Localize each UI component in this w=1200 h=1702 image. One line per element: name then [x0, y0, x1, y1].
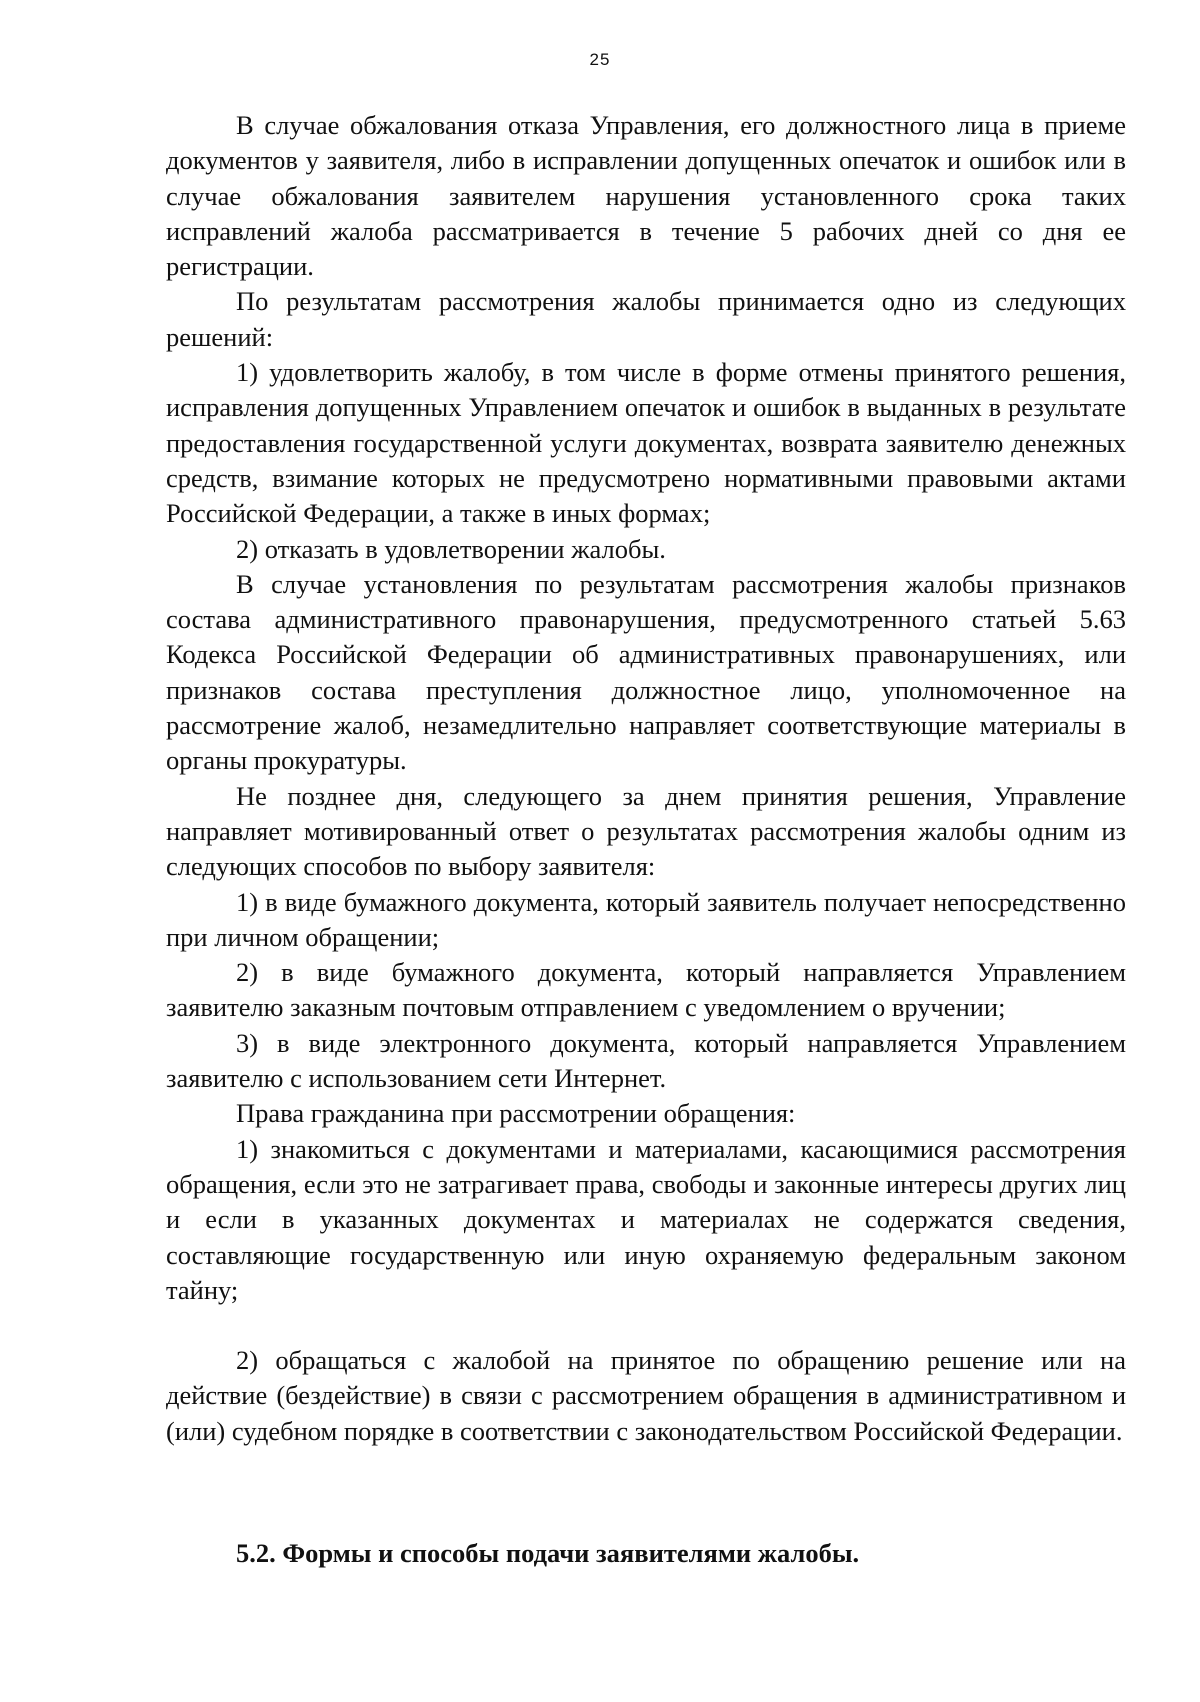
paragraph-right-familiarize: 1) знакомиться с документами и материалами, касающимися рассмотрения обращения, если это не затрагивает права, свободы и законные интересы других лиц и если в указанных документах и материалах не содержатся сведения, составляющие государственную или иную охраняемую федеральным законом тайну;: [166, 1133, 1126, 1305]
paragraph-decision-satisfy: 1) удовлетворить жалобу, в том числе в форме отмены принятого решения, исправления допущенных Управлением опечаток и ошибок в выданных в результате предоставления государственной услуги документах, возврата заявителю денежных средств, взимание которых не предусмотрено нормативными правовыми актами Российской Федерации, а также в иных формах;: [166, 357, 1126, 529]
paragraph-response-methods: Не позднее дня, следующего за днем принятия решения, Управление направляет мотивированный ответ о результатах рассмотрения жалобы одним из следующих способов по выбору заявителя:: [166, 780, 1126, 882]
paragraph-decision-intro: По результатам рассмотрения жалобы принимается одно из следующих решений:: [166, 286, 1126, 352]
paragraph-response-paper-personal: 1) в виде бумажного документа, который заявитель получает непосредственно при личном обращении;: [166, 886, 1126, 952]
paragraph-right-appeal: 2) обращаться с жалобой на принятое по обращению решение или на действие (бездействие) в связи с рассмотрением обращения в административном и (или) судебном порядке в соответствии с законодательством Российской Федерации.: [166, 1345, 1126, 1446]
document-body: [166, 108, 1126, 1449]
paragraph-decision-refuse: 2) отказать в удовлетворении жалобы.: [236, 533, 666, 564]
paragraph-response-electronic: 3) в виде электронного документа, который направляется Управлением заявителю с использованием сети Интернет.: [166, 1027, 1126, 1094]
paragraph-violation-materials: В случае установления по результатам рассмотрения жалобы признаков состава административного правонарушения, предусмотренного статьей 5.63 Кодекса Российской Федерации об административных правонарушениях, или признаков состава преступления должностное лицо, уполномоченное на рассмотрение жалоб, незамедлительно направляет соответствующие материалы в органы прокуратуры.: [166, 568, 1126, 776]
paragraph-citizen-rights: Права гражданина при рассмотрении обращения:: [236, 1098, 796, 1129]
paragraph-response-paper-mail: 2) в виде бумажного документа, который направляется Управлением заявителю заказным почтовым отправлением с уведомлением о вручении;: [166, 957, 1126, 1023]
page-number: 25: [589, 50, 611, 69]
paragraph-appeal-refusal: В случае обжалования отказа Управления, его должностного лица в приеме документов у заявителя, либо в исправлении допущенных опечаток и ошибок или в случае обжалования заявителем нарушения установленного срока таких исправлений жалоба рассматривается в течение 5 рабочих дней со дня ее регистрации.: [166, 110, 1126, 282]
section-heading: 5.2. Формы и способы подачи заявителями жалобы.: [236, 1538, 860, 1568]
